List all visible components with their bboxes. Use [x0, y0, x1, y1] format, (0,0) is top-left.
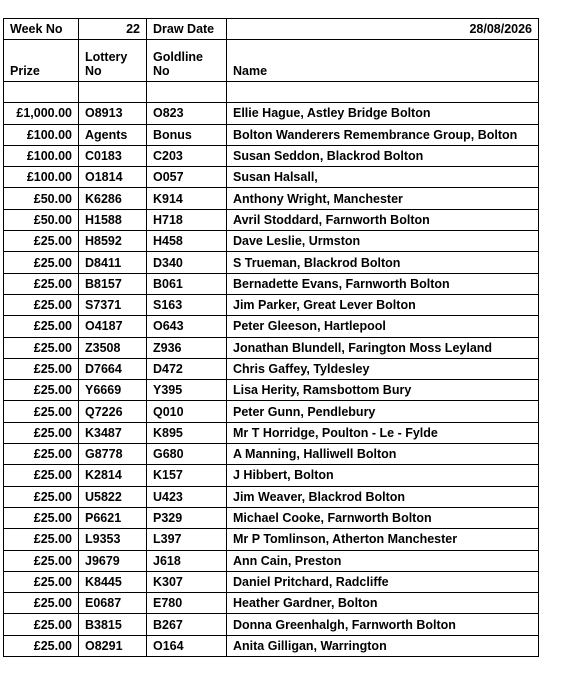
winner-name-cell: Anthony Wright, Manchester [227, 188, 539, 209]
winner-name-cell: Jonathan Blundell, Farington Moss Leyland [227, 337, 539, 358]
table-row [4, 571, 539, 592]
prize-cell: £25.00 [4, 550, 79, 571]
winner-name-cell: Susan Halsall, [227, 167, 539, 188]
winner-name-cell: Chris Gaffey, Tyldesley [227, 358, 539, 379]
week-label: Week No [4, 19, 79, 40]
results-body [4, 19, 539, 657]
column-header-row [4, 40, 539, 82]
lottery-number-cell: L9353 [79, 529, 147, 550]
lottery-number-cell: P6621 [79, 507, 147, 528]
draw-date-label: Draw Date [147, 19, 227, 40]
name-header-label: Name [233, 64, 268, 79]
winner-name-cell: J Hibbert, Bolton [227, 465, 539, 486]
goldline-number-cell: K895 [147, 422, 227, 443]
goldline-number-cell: G680 [147, 444, 227, 465]
winner-name-cell: A Manning, Halliwell Bolton [227, 444, 539, 465]
table-row [4, 358, 539, 379]
blank-cell [4, 82, 79, 103]
prize-cell: £1,000.00 [4, 103, 79, 124]
lottery-number-cell: O8913 [79, 103, 147, 124]
winner-name-cell: Mr T Horridge, Poulton - Le - Fylde [227, 422, 539, 443]
goldline-number-cell: Z936 [147, 337, 227, 358]
goldline-number-cell: L397 [147, 529, 227, 550]
lottery-number-cell: C0183 [79, 145, 147, 166]
goldline-number-cell: Q010 [147, 401, 227, 422]
goldline-number-cell: Y395 [147, 380, 227, 401]
prize-cell: £25.00 [4, 380, 79, 401]
table-row [4, 380, 539, 401]
prize-cell: £50.00 [4, 209, 79, 230]
table-row [4, 444, 539, 465]
winner-name-cell: Peter Gunn, Pendlebury [227, 401, 539, 422]
goldline-number-cell: O823 [147, 103, 227, 124]
winner-name-cell: Heather Gardner, Bolton [227, 593, 539, 614]
winner-name-cell: Donna Greenhalgh, Farnworth Bolton [227, 614, 539, 635]
goldline-number-cell: B267 [147, 614, 227, 635]
winner-name-cell: Michael Cooke, Farnworth Bolton [227, 507, 539, 528]
table-row [4, 209, 539, 230]
lottery-number-cell: J9679 [79, 550, 147, 571]
winner-name-cell: Jim Weaver, Blackrod Bolton [227, 486, 539, 507]
table-row [4, 231, 539, 252]
table-row [4, 465, 539, 486]
lottery-number-cell: K2814 [79, 465, 147, 486]
lottery-number-cell: O8291 [79, 635, 147, 656]
goldline-number-cell: O057 [147, 167, 227, 188]
winner-name-cell: Anita Gilligan, Warrington [227, 635, 539, 656]
goldline-number-cell: K157 [147, 465, 227, 486]
prize-cell: £25.00 [4, 486, 79, 507]
table-row [4, 167, 539, 188]
goldline-number-cell: P329 [147, 507, 227, 528]
goldline-number-cell: U423 [147, 486, 227, 507]
winner-name-cell: Bolton Wanderers Remembrance Group, Bolton [227, 124, 539, 145]
lottery-number-cell: G8778 [79, 444, 147, 465]
goldline-number-cell: O164 [147, 635, 227, 656]
table-row [4, 635, 539, 656]
goldline-number-cell: O643 [147, 316, 227, 337]
lottery-number-cell: Z3508 [79, 337, 147, 358]
lottery-number-cell: U5822 [79, 486, 147, 507]
blank-cell [79, 82, 147, 103]
prize-cell: £50.00 [4, 188, 79, 209]
prize-header-label: Prize [10, 64, 40, 79]
winner-name-cell: Lisa Herity, Ramsbottom Bury [227, 380, 539, 401]
winner-name-cell: Mr P Tomlinson, Atherton Manchester [227, 529, 539, 550]
winner-name-cell: Ellie Hague, Astley Bridge Bolton [227, 103, 539, 124]
prize-cell: £25.00 [4, 252, 79, 273]
prize-cell: £25.00 [4, 507, 79, 528]
goldline-number-cell: B061 [147, 273, 227, 294]
lottery-number-cell: Q7226 [79, 401, 147, 422]
prize-cell: £100.00 [4, 167, 79, 188]
prize-cell: £25.00 [4, 593, 79, 614]
column-header-lottery [79, 40, 147, 82]
lottery-header-line1: Lottery [85, 50, 128, 65]
lottery-number-cell: D8411 [79, 252, 147, 273]
goldline-header-line2: No [153, 64, 170, 79]
table-row [4, 422, 539, 443]
goldline-number-cell: C203 [147, 145, 227, 166]
table-row [4, 103, 539, 124]
goldline-number-cell: S163 [147, 294, 227, 315]
prize-cell: £25.00 [4, 571, 79, 592]
table-row [4, 507, 539, 528]
week-value: 22 [79, 19, 147, 40]
goldline-number-cell: K914 [147, 188, 227, 209]
lottery-number-cell: B3815 [79, 614, 147, 635]
goldline-number-cell: Bonus [147, 124, 227, 145]
column-header-name [227, 40, 539, 82]
table-row [4, 252, 539, 273]
prize-cell: £25.00 [4, 529, 79, 550]
table-row [4, 124, 539, 145]
goldline-number-cell: K307 [147, 571, 227, 592]
prize-cell: £25.00 [4, 422, 79, 443]
lottery-number-cell: B8157 [79, 273, 147, 294]
draw-date-value: 28/08/2026 [227, 19, 539, 40]
prize-cell: £100.00 [4, 124, 79, 145]
blank-cell [227, 82, 539, 103]
lottery-number-cell: K6286 [79, 188, 147, 209]
results-table [3, 18, 539, 657]
table-row [4, 593, 539, 614]
column-header-goldline [147, 40, 227, 82]
blank-spacer-row [4, 82, 539, 103]
week-draw-row [4, 19, 539, 40]
table-row [4, 337, 539, 358]
prize-cell: £25.00 [4, 635, 79, 656]
winner-name-cell: Bernadette Evans, Farnworth Bolton [227, 273, 539, 294]
lottery-number-cell: O4187 [79, 316, 147, 337]
table-row [4, 273, 539, 294]
lottery-number-cell: D7664 [79, 358, 147, 379]
goldline-number-cell: E780 [147, 593, 227, 614]
lottery-number-cell: H1588 [79, 209, 147, 230]
lottery-number-cell: K8445 [79, 571, 147, 592]
winner-name-cell: S Trueman, Blackrod Bolton [227, 252, 539, 273]
prize-cell: £25.00 [4, 337, 79, 358]
lottery-number-cell: E0687 [79, 593, 147, 614]
table-row [4, 294, 539, 315]
lottery-number-cell: Y6669 [79, 380, 147, 401]
goldline-number-cell: J618 [147, 550, 227, 571]
column-header-prize [4, 40, 79, 82]
goldline-number-cell: D340 [147, 252, 227, 273]
prize-cell: £25.00 [4, 316, 79, 337]
lottery-number-cell: K3487 [79, 422, 147, 443]
prize-cell: £25.00 [4, 401, 79, 422]
table-row [4, 188, 539, 209]
prize-cell: £25.00 [4, 294, 79, 315]
lottery-header-line2: No [85, 64, 102, 79]
table-row [4, 401, 539, 422]
winner-name-cell: Dave Leslie, Urmston [227, 231, 539, 252]
goldline-header-line1: Goldline [153, 50, 203, 65]
blank-cell [147, 82, 227, 103]
goldline-number-cell: D472 [147, 358, 227, 379]
table-row [4, 614, 539, 635]
lottery-number-cell: O1814 [79, 167, 147, 188]
lottery-number-cell: H8592 [79, 231, 147, 252]
prize-cell: £25.00 [4, 444, 79, 465]
prize-cell: £25.00 [4, 273, 79, 294]
winner-name-cell: Jim Parker, Great Lever Bolton [227, 294, 539, 315]
table-row [4, 550, 539, 571]
table-row [4, 145, 539, 166]
table-row [4, 486, 539, 507]
table-row [4, 316, 539, 337]
prize-cell: £100.00 [4, 145, 79, 166]
winner-name-cell: Susan Seddon, Blackrod Bolton [227, 145, 539, 166]
lottery-number-cell: Agents [79, 124, 147, 145]
winner-name-cell: Avril Stoddard, Farnworth Bolton [227, 209, 539, 230]
table-row [4, 529, 539, 550]
winner-name-cell: Ann Cain, Preston [227, 550, 539, 571]
prize-cell: £25.00 [4, 358, 79, 379]
prize-cell: £25.00 [4, 231, 79, 252]
goldline-number-cell: H718 [147, 209, 227, 230]
prize-cell: £25.00 [4, 465, 79, 486]
lottery-number-cell: S7371 [79, 294, 147, 315]
winner-name-cell: Peter Gleeson, Hartlepool [227, 316, 539, 337]
goldline-number-cell: H458 [147, 231, 227, 252]
winner-name-cell: Daniel Pritchard, Radcliffe [227, 571, 539, 592]
prize-cell: £25.00 [4, 614, 79, 635]
